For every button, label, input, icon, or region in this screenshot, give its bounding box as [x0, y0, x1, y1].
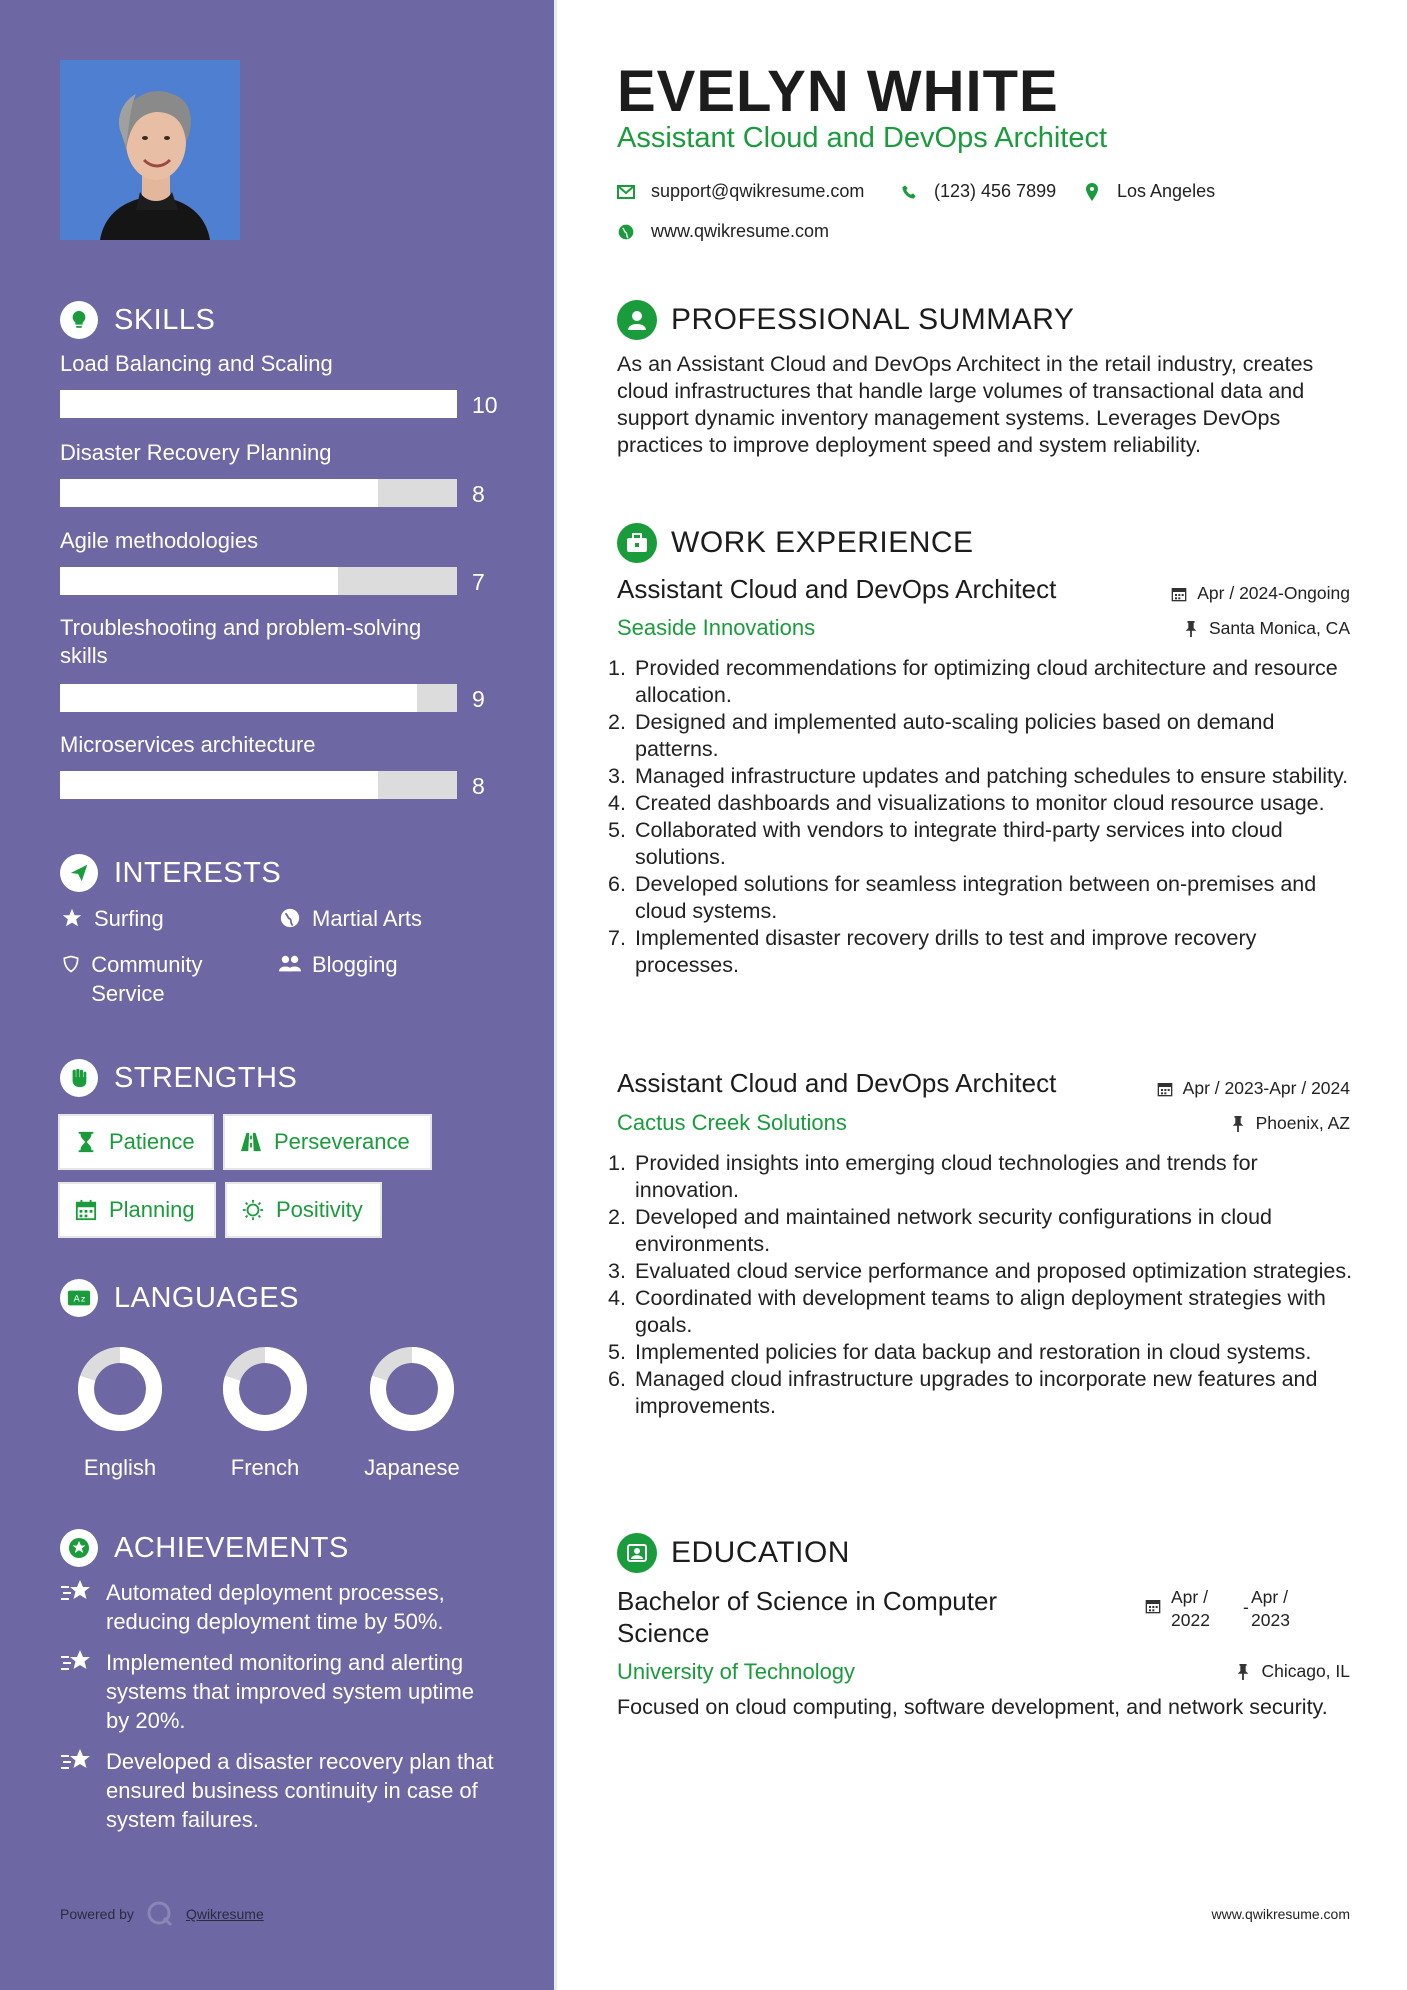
job-duties-list	[608, 655, 1357, 979]
candidate-name: EVELYN WHITE	[617, 59, 1059, 124]
summary-heading	[617, 298, 1074, 342]
end-date-month: Apr /	[1251, 1587, 1288, 1607]
pin-icon	[1230, 1116, 1246, 1132]
language-ring	[221, 1345, 309, 1433]
school-name: University of Technology	[617, 1659, 856, 1684]
duty-text: Managed cloud infrastructure upgrades to incorporate new features and improvements.	[635, 1367, 1318, 1418]
skill-name: Microservices architecture	[60, 732, 316, 757]
duty-item: 7. Implemented disaster recovery drills to test and improve recovery processes.	[608, 926, 1257, 977]
achievement-text: Implemented monitoring and alerting systems that improved system uptime by 20%.	[106, 1650, 475, 1733]
duty-item: 4. Coordinated with development teams to align deployment strategies with goals.	[608, 1286, 1326, 1337]
fist-icon	[60, 1059, 98, 1097]
website-contact	[617, 221, 829, 242]
calendar-icon	[1171, 586, 1187, 602]
language-ring	[368, 1345, 456, 1433]
duty-text: Created dashboards and visualizations to monitor cloud resource usage.	[635, 791, 1325, 815]
education-heading-text: EDUCATION	[671, 1536, 850, 1569]
skills-heading	[60, 300, 215, 340]
calendar-icon	[75, 1199, 97, 1221]
education-dates	[1145, 1586, 1290, 1632]
duty-item: 5. Collaborated with vendors to integrate third-party services into cloud solutions.	[608, 818, 1283, 869]
job-dates	[1171, 583, 1350, 604]
powered-by-label: Powered by	[60, 1906, 134, 1922]
duty-text: Evaluated cloud service performance and proposed optimization strategies.	[635, 1259, 1353, 1283]
duty-item: 3. Managed infrastructure updates and patching schedules to ensure stability.	[608, 764, 1349, 788]
language-ring	[76, 1345, 164, 1433]
language-name: Japanese	[364, 1455, 460, 1480]
pin-icon	[1183, 621, 1199, 637]
interest-item	[278, 904, 422, 933]
skill-name: Agile methodologies	[60, 528, 259, 553]
summary-heading-text: PROFESSIONAL SUMMARY	[671, 303, 1075, 336]
achievement-text: Automated deployment processes, reducing deployment time by 50%.	[106, 1580, 445, 1634]
sidebar	[0, 0, 557, 1990]
skill-item	[60, 350, 500, 418]
sun-icon	[242, 1199, 264, 1221]
education-description: Focused on cloud computing, software development, and network security.	[617, 1695, 1328, 1719]
strength-badge	[60, 1116, 212, 1168]
achievements-heading-text: ACHIEVEMENTS	[114, 1531, 349, 1564]
start-date-year: 2022	[1171, 1610, 1210, 1630]
lightbulb-icon	[60, 301, 98, 339]
email-text[interactable]: support@qwikresume.com	[651, 181, 865, 201]
users-icon	[278, 952, 302, 976]
phone-text: (123) 456 7899	[934, 181, 1057, 201]
job-dates	[1157, 1078, 1350, 1099]
duty-text: Collaborated with vendors to integrate third-party services into cloud solutions.	[635, 818, 1283, 869]
strength-label: Positivity	[276, 1197, 363, 1222]
phone-icon	[900, 183, 918, 201]
job-duties-list	[608, 1150, 1357, 1420]
qwikresume-link[interactable]: Qwikresume	[185, 1906, 264, 1922]
job-location-text: Santa Monica, CA	[1208, 618, 1350, 638]
briefcase-icon	[617, 523, 657, 563]
skill-bar-fill	[60, 390, 457, 418]
strengths-heading-text: STRENGTHS	[114, 1061, 298, 1094]
job-location	[1183, 618, 1350, 639]
language-item	[55, 1345, 185, 1481]
skill-item	[60, 439, 500, 507]
skill-item	[60, 527, 500, 595]
skill-value: 8	[472, 773, 485, 799]
language-name: French	[230, 1455, 300, 1480]
interests-heading	[60, 853, 281, 893]
degree-line-1: Bachelor of Science in Computer	[617, 1586, 998, 1616]
languages-heading-text: LANGUAGES	[114, 1281, 299, 1314]
strength-label: Planning	[109, 1197, 195, 1222]
interest-label: Martial Arts	[312, 906, 423, 931]
degree-line-2: Science	[617, 1618, 710, 1648]
skill-bar	[60, 390, 457, 418]
map-marker-icon	[1083, 183, 1101, 201]
profile-photo	[60, 60, 240, 240]
interest-label: Surfing	[94, 906, 164, 931]
powered-by	[60, 1900, 264, 1928]
globe-icon	[278, 906, 302, 930]
award-star-icon	[60, 1529, 98, 1567]
skill-value: 7	[472, 569, 485, 595]
education-end-date	[1251, 1586, 1290, 1632]
location-text: Los Angeles	[1117, 181, 1216, 201]
job-company: Cactus Creek Solutions	[617, 1110, 847, 1135]
duty-item: 1. Provided insights into emerging cloud technologies and trends for innovation.	[608, 1151, 1258, 1202]
website-text[interactable]: www.qwikresume.com	[651, 221, 830, 241]
language-item	[347, 1345, 477, 1481]
skill-bar-fill	[60, 771, 378, 799]
education-start-date	[1171, 1586, 1243, 1632]
skill-bar	[60, 684, 457, 712]
end-date-year: 2023	[1251, 1610, 1290, 1630]
duty-text: Provided recommendations for optimizing cloud architecture and resource allocation.	[635, 656, 1338, 707]
achievement-item	[60, 1747, 500, 1834]
calendar-icon	[1157, 1081, 1173, 1097]
user-icon	[617, 300, 657, 340]
skill-name: Disaster Recovery Planning	[60, 440, 332, 465]
star-icon	[60, 906, 84, 930]
job-company: Seaside Innovations	[617, 615, 816, 640]
interest-label: Blogging	[312, 952, 398, 977]
shield-icon	[60, 952, 81, 976]
date-separator: -	[1243, 1597, 1249, 1617]
duty-text: Implemented disaster recovery drills to test and improve recovery processes.	[635, 926, 1257, 977]
experience-heading	[617, 521, 974, 565]
school-location	[1235, 1661, 1350, 1682]
paper-plane-icon	[60, 854, 98, 892]
duty-text: Developed and maintained network security configurations in cloud environments.	[635, 1205, 1273, 1256]
duty-item: 6. Developed solutions for seamless integration between on-premises and cloud systems.	[608, 872, 1317, 923]
language-item	[200, 1345, 330, 1481]
duty-item: 4. Created dashboards and visualizations to monitor cloud resource usage.	[608, 791, 1325, 815]
skill-bar	[60, 567, 457, 595]
job-dates-text: Apr / 2023-Apr / 2024	[1182, 1078, 1350, 1098]
skill-value: 10	[472, 392, 498, 418]
pin-icon	[1235, 1664, 1251, 1680]
skill-value: 8	[472, 481, 485, 507]
interest-label: Community Service	[91, 952, 203, 1006]
phone-contact	[900, 181, 1056, 202]
skill-value: 9	[472, 686, 485, 712]
skill-name: Load Balancing and Scaling	[60, 351, 333, 376]
duty-item: 5. Implemented policies for data backup and restoration in cloud systems.	[608, 1340, 1312, 1364]
envelope-icon	[617, 183, 635, 201]
language-name: English	[83, 1455, 157, 1480]
qwikresume-logo-icon	[146, 1900, 174, 1928]
skill-bar	[60, 771, 457, 799]
achievement-item	[60, 1648, 500, 1735]
interest-item	[278, 950, 398, 979]
strength-label: Patience	[109, 1129, 195, 1154]
duty-text: Developed solutions for seamless integration between on-premises and cloud systems.	[635, 872, 1317, 923]
job-dates-text: Apr / 2024-Ongoing	[1197, 583, 1350, 603]
graduation-icon	[617, 1533, 657, 1573]
skill-bar-fill	[60, 567, 338, 595]
strengths-heading	[60, 1058, 297, 1098]
experience-heading-text: WORK EXPERIENCE	[671, 526, 974, 559]
job-location	[1230, 1113, 1350, 1134]
duty-text: Provided insights into emerging cloud technologies and trends for innovation.	[635, 1151, 1258, 1202]
duty-text: Managed infrastructure updates and patching schedules to ensure stability.	[635, 764, 1349, 788]
strength-label: Perseverance	[274, 1129, 410, 1154]
skill-name: Troubleshooting and problem-solving skills	[60, 615, 422, 668]
duty-text: Designed and implemented auto-scaling policies based on demand patterns.	[635, 710, 1275, 761]
duty-text: Coordinated with development teams to align deployment strategies with goals.	[635, 1286, 1326, 1337]
duty-item: 2. Developed and maintained network security configurations in cloud environments.	[608, 1205, 1273, 1256]
interests-heading-text: INTERESTS	[114, 856, 282, 889]
skills-heading-text: SKILLS	[114, 303, 216, 336]
summary-text: As an Assistant Cloud and DevOps Architect in the retail industry, creates cloud infrastructures that handle large volumes of transactional data and support dynamic inventory management systems. Leverages DevOps practices to improve deployment speed and system reliability.	[617, 352, 1314, 457]
interest-item	[60, 950, 260, 1008]
star-burst-icon	[60, 1578, 94, 1608]
strength-badge	[60, 1184, 214, 1236]
hourglass-icon	[75, 1131, 97, 1153]
star-burst-icon	[60, 1747, 94, 1777]
location-contact	[1083, 181, 1215, 202]
skill-bar-fill	[60, 684, 417, 712]
job-location-text: Phoenix, AZ	[1255, 1113, 1350, 1133]
skill-item	[60, 731, 500, 799]
skill-bar	[60, 479, 457, 507]
interest-item	[60, 904, 164, 933]
achievement-text: Developed a disaster recovery plan that ensured business continuity in case of system failures.	[106, 1749, 494, 1832]
skill-bar-fill	[60, 479, 378, 507]
job-title: Assistant Cloud and DevOps Architect	[617, 574, 1057, 604]
strength-badge	[227, 1184, 380, 1236]
school-location-text: Chicago, IL	[1261, 1661, 1350, 1681]
education-heading	[617, 1531, 850, 1575]
duty-text: Implemented policies for data backup and restoration in cloud systems.	[635, 1340, 1312, 1364]
degree-title	[617, 1585, 997, 1649]
job-title: Assistant Cloud and DevOps Architect	[617, 1068, 1057, 1098]
languages-heading	[60, 1278, 299, 1318]
duty-item: 3. Evaluated cloud service performance and proposed optimization strategies.	[608, 1259, 1353, 1283]
star-burst-icon	[60, 1648, 94, 1678]
svg-text:A: A	[73, 1293, 80, 1305]
globe-icon	[617, 223, 635, 241]
svg-text:z: z	[80, 1293, 86, 1304]
duty-item: 6. Managed cloud infrastructure upgrades to incorporate new features and improvements.	[608, 1367, 1318, 1418]
achievement-item	[60, 1578, 500, 1636]
duty-item: 2. Designed and implemented auto-scaling policies based on demand patterns.	[608, 710, 1275, 761]
strength-badge	[225, 1116, 430, 1168]
email-contact	[617, 181, 864, 202]
road-icon	[240, 1131, 262, 1153]
calendar-icon	[1145, 1598, 1161, 1614]
start-date-month: Apr /	[1171, 1587, 1208, 1607]
duty-item: 1. Provided recommendations for optimizing cloud architecture and resource allocation.	[608, 656, 1338, 707]
achievements-heading	[60, 1528, 349, 1568]
footer-url[interactable]: www.qwikresume.com	[1211, 1906, 1350, 1922]
translate-icon	[60, 1279, 98, 1317]
candidate-title: Assistant Cloud and DevOps Architect	[617, 122, 1108, 154]
skill-item	[60, 614, 500, 712]
